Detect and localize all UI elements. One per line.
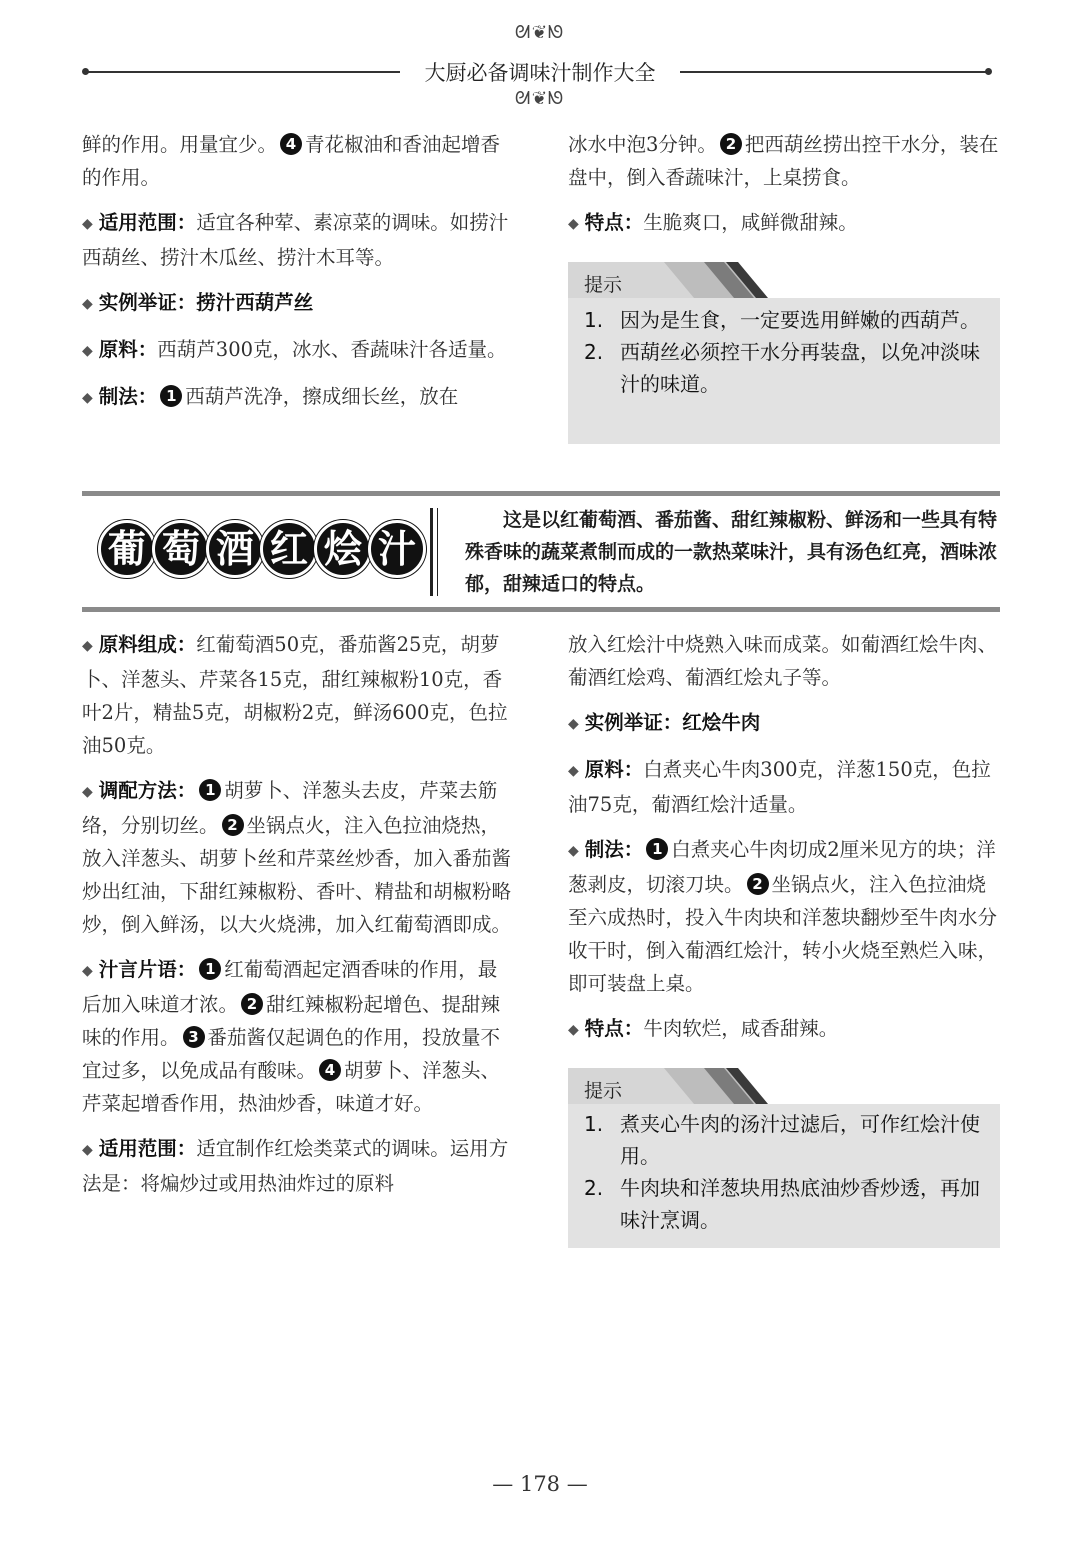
diamond-bullet-icon: ◆ xyxy=(568,1022,579,1038)
title-char: 烩 xyxy=(314,520,372,578)
tip-list xyxy=(584,304,988,400)
paragraph-text: 白煮夹心牛肉切成2厘米见方的块；洋葱剥皮，切滚刀块。 xyxy=(568,838,996,896)
paragraph-text: 冰水中泡3分钟。 xyxy=(568,133,717,156)
running-header-title: 大厨必备调味汁制作大全 xyxy=(424,61,656,85)
bottom-right-column xyxy=(568,628,1000,1059)
diamond-bullet-icon: ◆ xyxy=(82,296,93,312)
tip-item-text: 因为是生食，一定要选用鲜嫩的西葫芦。 xyxy=(620,308,980,332)
tip-item xyxy=(584,1108,988,1172)
tip-item-text: 西葫丝必须控干水分再装盘，以免冲淡味汁的味道。 xyxy=(620,340,980,396)
paragraph-text: 白煮夹心牛肉300克，洋葱150克，色拉油75克，葡酒红烩汁适量。 xyxy=(568,758,991,816)
header-rule-right xyxy=(680,71,986,73)
step-number-badge: 4 xyxy=(280,133,302,155)
tip-item-number: 1. xyxy=(584,308,604,332)
tip-list xyxy=(584,1108,988,1236)
tip-item-number: 2. xyxy=(584,1176,604,1200)
method-paragraph xyxy=(82,380,514,415)
tip-label: 提示 xyxy=(584,274,623,296)
step-number-badge: 3 xyxy=(183,1026,205,1048)
ingredients-paragraph xyxy=(82,333,514,368)
paragraph-text: 番茄酱仅起调色的作用，投放量不宜过多，以免成品有酸味。 xyxy=(82,1026,501,1082)
step-number-badge: 1 xyxy=(646,838,668,860)
paragraph-text: 青花椒油和香油起增香的作用。 xyxy=(82,133,501,189)
feature-paragraph xyxy=(568,1012,1000,1047)
notes-paragraph xyxy=(82,953,514,1120)
section-label: 实例举证： xyxy=(98,291,197,314)
example-paragraph xyxy=(568,706,1000,741)
header-rule-left xyxy=(86,71,400,73)
title-char: 红 xyxy=(260,520,318,578)
step-number-badge: 4 xyxy=(319,1059,341,1081)
paragraph-text: 红葡萄酒50克，番茄酱25克，胡萝卜、洋葱头、芹菜各15克，甜红辣椒粉10克，香叶2片，精盐5克，胡椒粉2克，鲜汤600克，色拉油50克。 xyxy=(82,633,508,757)
section-rule-top xyxy=(82,491,1000,496)
diamond-bullet-icon: ◆ xyxy=(82,343,93,359)
diamond-bullet-icon: ◆ xyxy=(82,216,93,232)
tip-item xyxy=(584,304,988,336)
paragraph-text: 红葡萄酒起定酒香味的作用，最后加入味道才浓。 xyxy=(82,958,498,1016)
ingredients-composition-paragraph xyxy=(82,628,514,762)
paragraph-text: 生脆爽口，咸鲜微甜辣。 xyxy=(643,211,858,234)
diamond-bullet-icon: ◆ xyxy=(82,390,93,406)
top-left-column xyxy=(82,128,514,427)
tip-item-number: 2. xyxy=(584,340,604,364)
bottom-left-column xyxy=(82,628,514,1212)
step-number-badge: 1 xyxy=(199,958,221,980)
paragraph xyxy=(82,128,514,194)
tip-box xyxy=(568,262,1000,444)
paragraph-text: 适宜制作红烩类菜式的调味。运用方法是：将煸炒过或用热油炸过的原料 xyxy=(82,1137,509,1195)
paragraph-text: 西葫芦洗净，擦成细长丝，放在 xyxy=(185,385,459,408)
section-label: 原料组成： xyxy=(98,633,197,656)
tip-label: 提示 xyxy=(584,1080,623,1102)
paragraph-text: 放入红烩汁中烧熟入味而成菜。如葡酒红烩牛肉、葡酒红烩鸡、葡酒红烩丸子等。 xyxy=(568,633,998,689)
diamond-bullet-icon: ◆ xyxy=(568,843,579,859)
method-paragraph xyxy=(568,833,1000,1000)
step-number-badge: 2 xyxy=(222,814,244,836)
diamond-bullet-icon: ◆ xyxy=(82,784,93,800)
paragraph-text: 牛肉软烂，咸香甜辣。 xyxy=(643,1017,839,1040)
step-number-badge: 2 xyxy=(720,133,742,155)
title-divider-bar xyxy=(430,508,433,596)
section-label: 适用范围： xyxy=(98,1137,197,1160)
title-char: 葡 xyxy=(98,520,156,578)
diamond-bullet-icon: ◆ xyxy=(568,763,579,779)
section-label: 原料： xyxy=(584,758,644,781)
example-dish-name: 红烩牛肉 xyxy=(682,711,761,734)
paragraph xyxy=(568,628,1000,694)
header-ornament-top: ᘛ❦ᘚ xyxy=(514,22,566,43)
diamond-bullet-icon: ◆ xyxy=(568,216,579,232)
section-label: 制法： xyxy=(98,385,158,408)
paragraph-text: 胡萝卜、洋葱头去皮，芹菜去筋络，分别切丝。 xyxy=(82,779,498,837)
tip-box xyxy=(568,1068,1000,1248)
tip-stripes-icon xyxy=(664,1068,784,1104)
section-intro: 这是以红葡萄酒、番茄酱、甜红辣椒粉、鲜汤和一些具有特殊香味的蔬菜煮制而成的一款热菜味汁，具有汤色红亮，酒味浓郁，甜辣适口的特点。 xyxy=(465,509,998,595)
paragraph-text: 甜红辣椒粉起增色、提甜辣味的作用。 xyxy=(82,993,501,1049)
step-number-badge: 2 xyxy=(241,993,263,1015)
title-char: 萄 xyxy=(152,520,210,578)
paragraph-text: 西葫芦300克，冰水、香蔬味汁各适量。 xyxy=(157,338,507,361)
ingredients-paragraph xyxy=(568,753,1000,821)
diamond-bullet-icon: ◆ xyxy=(82,638,93,654)
paragraph-text: 坐锅点火，注入色拉油烧至六成热时，投入牛肉块和洋葱块翻炒至牛肉水分收干时，倒入葡酒红烩汁，转小火烧至熟烂入味，即可装盘上桌。 xyxy=(568,873,998,995)
title-char: 酒 xyxy=(206,520,264,578)
title-divider-bar-thin xyxy=(437,508,438,596)
tip-item xyxy=(584,336,988,400)
page-number: — 178 — xyxy=(492,1472,588,1496)
diamond-bullet-icon: ◆ xyxy=(82,963,93,979)
section-label: 调配方法： xyxy=(98,779,197,802)
paragraph-text: 鲜的作用。用量宜少。 xyxy=(82,133,278,156)
tip-item-number: 1. xyxy=(584,1112,604,1136)
section-label: 原料： xyxy=(98,338,158,361)
example-paragraph xyxy=(82,286,514,321)
section-rule-bottom xyxy=(82,607,1000,612)
paragraph xyxy=(568,128,1000,194)
diamond-bullet-icon: ◆ xyxy=(82,1142,93,1158)
tip-item xyxy=(584,1172,988,1236)
paragraph-text: 把西葫丝捞出控干水分，装在盘中，倒入香蔬味汁，上桌捞食。 xyxy=(568,133,999,189)
preparation-paragraph xyxy=(82,774,514,941)
diamond-bullet-icon: ◆ xyxy=(568,716,579,732)
paragraph-text: 坐锅点火，注入色拉油烧热，放入洋葱头、胡萝卜丝和芹菜丝炒香，加入番茄酱炒出红油，下甜红辣椒粉、香叶、精盐和胡椒粉略炒，倒入鲜汤，以大火烧沸，加入红葡萄酒即成。 xyxy=(82,814,512,936)
paragraph-text: 胡萝卜、洋葱头、芹菜起增香作用，热油炒香，味道才好。 xyxy=(82,1059,501,1115)
scope-paragraph xyxy=(82,206,514,274)
feature-paragraph xyxy=(568,206,1000,241)
section-label: 制法： xyxy=(584,838,644,861)
header-rule-dot-right xyxy=(985,68,992,75)
step-number-badge: 2 xyxy=(747,873,769,895)
example-dish-name: 捞汁西葫芦丝 xyxy=(196,291,314,314)
tip-item-text: 煮夹心牛肉的汤汁过滤后，可作红烩汁使用。 xyxy=(620,1112,980,1168)
paragraph-text: 适宜各种荤、素凉菜的调味。如捞汁西葫丝、捞汁木瓜丝、捞汁木耳等。 xyxy=(82,211,509,269)
header-ornament-bottom: ᘛ❦ᘚ xyxy=(514,88,566,109)
step-number-badge: 1 xyxy=(160,385,182,407)
scope-paragraph xyxy=(82,1132,514,1200)
section-label: 实例举证： xyxy=(584,711,683,734)
section-label: 汁言片语： xyxy=(98,958,197,981)
section-label: 特点： xyxy=(584,1017,644,1040)
title-char: 汁 xyxy=(368,520,426,578)
section-title xyxy=(98,520,422,578)
tip-item-text: 牛肉块和洋葱块用热底油炒香炒透，再加味汁烹调。 xyxy=(620,1176,980,1232)
tip-stripes-icon xyxy=(664,262,784,298)
top-right-column xyxy=(568,128,1000,253)
section-label: 适用范围： xyxy=(98,211,197,234)
section-label: 特点： xyxy=(584,211,644,234)
step-number-badge: 1 xyxy=(199,779,221,801)
